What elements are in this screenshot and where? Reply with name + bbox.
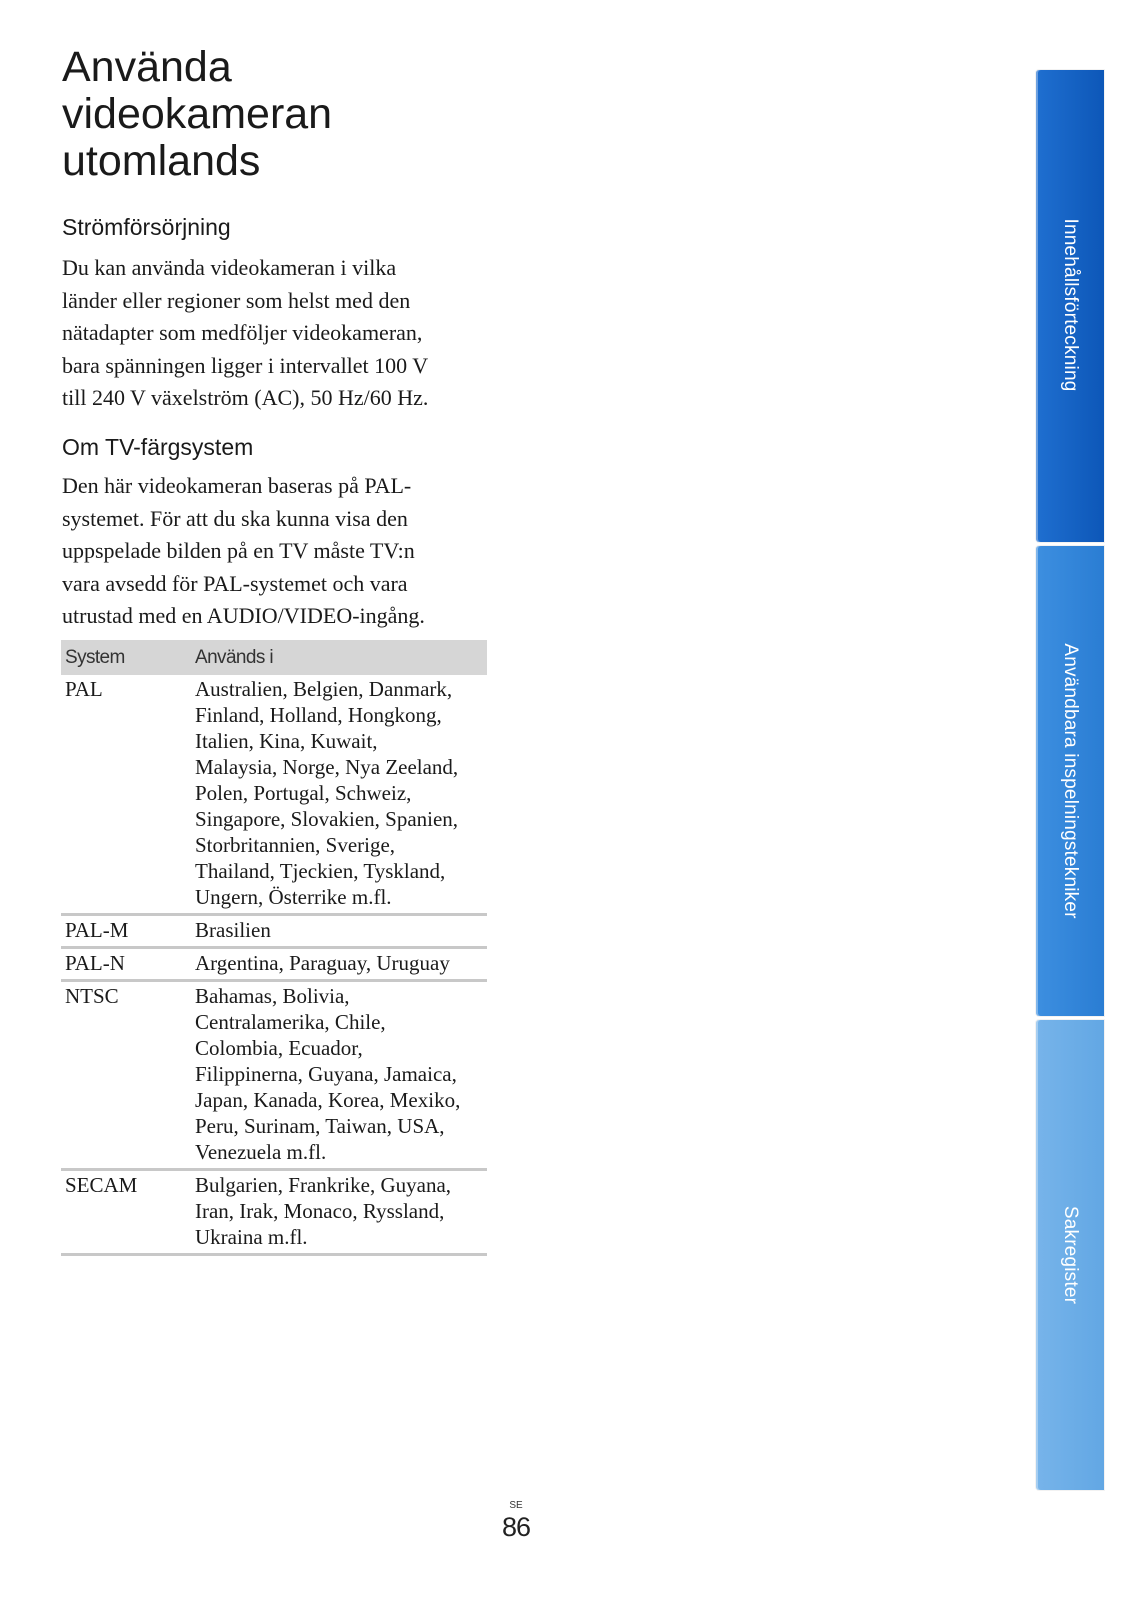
system-cell: PAL-M [65, 918, 129, 942]
system-cell: PAL-N [65, 951, 125, 975]
table-row [61, 982, 487, 1171]
countries-cell: Argentina, Paraguay, Uruguay [195, 951, 450, 975]
page-number: 86 [501, 1512, 531, 1542]
tab-index[interactable] [1036, 1020, 1104, 1490]
tab-label: Sakregister [1060, 1205, 1081, 1305]
paragraph-line: till 240 V växelström (AC), 50 Hz/60 Hz. [62, 385, 429, 411]
header-used-in: Används i [195, 647, 274, 668]
tab-label: Användbara inspelningstekniker [1060, 643, 1081, 919]
header-system: System [65, 647, 125, 668]
countries-cell: Australien, Belgien, Danmark, Finland, Holland, Hongkong, Italien, Kina, Kuwait, Malaysia, Norge, Nya Zeeland, Polen, Portugal, Schweiz, Singapore, Slovakien, Spanien, Storbritannien, Sverige, Thailand, Tjeckien, Tyskland, Ungern, Österrike m.fl. [195, 677, 459, 909]
title-line: Använda [62, 43, 232, 91]
power-paragraph [62, 252, 502, 415]
paragraph-line: nätadapter som medföljer videokameran, [62, 320, 423, 346]
system-cell: NTSC [65, 984, 119, 1008]
paragraph-line: systemet. För att du ska kunna visa den [62, 505, 408, 531]
tv-system-table [61, 640, 487, 1256]
tab-label: Innehållsförteckning [1060, 218, 1081, 392]
countries-cell: Bulgarien, Frankrike, Guyana, Iran, Irak, Monaco, Ryssland, Ukraina m.fl. [195, 1173, 452, 1249]
table-row [61, 916, 487, 949]
table-row [61, 675, 487, 916]
page-footer [496, 1500, 536, 1542]
system-cell: PAL [65, 677, 103, 701]
table-row [61, 1171, 487, 1256]
page-language: SE [509, 1500, 523, 1511]
countries-cell: Brasilien [195, 918, 271, 942]
system-cell: SECAM [65, 1173, 138, 1197]
paragraph-line: utrustad med en AUDIO/VIDEO-ingång. [62, 603, 425, 629]
paragraph-line: uppspelade bilden på en TV måste TV:n [62, 538, 415, 564]
power-heading: Strömförsörjning [62, 214, 231, 240]
countries-cell: Bahamas, Bolivia, Centralamerika, Chile, Colombia, Ecuador, Filippinerna, Guyana, Jamaica, Japan, Kanada, Korea, Mexiko, Peru, Surinam, Taiwan, USA, Venezuela m.fl. [195, 984, 461, 1164]
tv-system-paragraph [62, 470, 502, 633]
table-header [61, 640, 487, 675]
page-title [62, 44, 482, 185]
paragraph-line: bara spänningen ligger i intervallet 100 V [62, 352, 429, 378]
tab-recording-techniques[interactable] [1036, 546, 1104, 1016]
paragraph-line: länder eller regioner som helst med den [62, 287, 411, 313]
tv-system-heading: Om TV-färgsystem [62, 434, 254, 460]
paragraph-line: Den här videokameran baseras på PAL- [62, 473, 412, 498]
title-line: videokameran [62, 90, 333, 138]
side-navigation [1036, 70, 1104, 1490]
tab-table-of-contents[interactable] [1036, 70, 1104, 542]
paragraph-line: Du kan använda videokameran i vilka [62, 255, 397, 280]
table-row [61, 949, 487, 982]
paragraph-line: vara avsedd för PAL-systemet och vara [62, 570, 408, 596]
title-line: utomlands [62, 137, 261, 185]
